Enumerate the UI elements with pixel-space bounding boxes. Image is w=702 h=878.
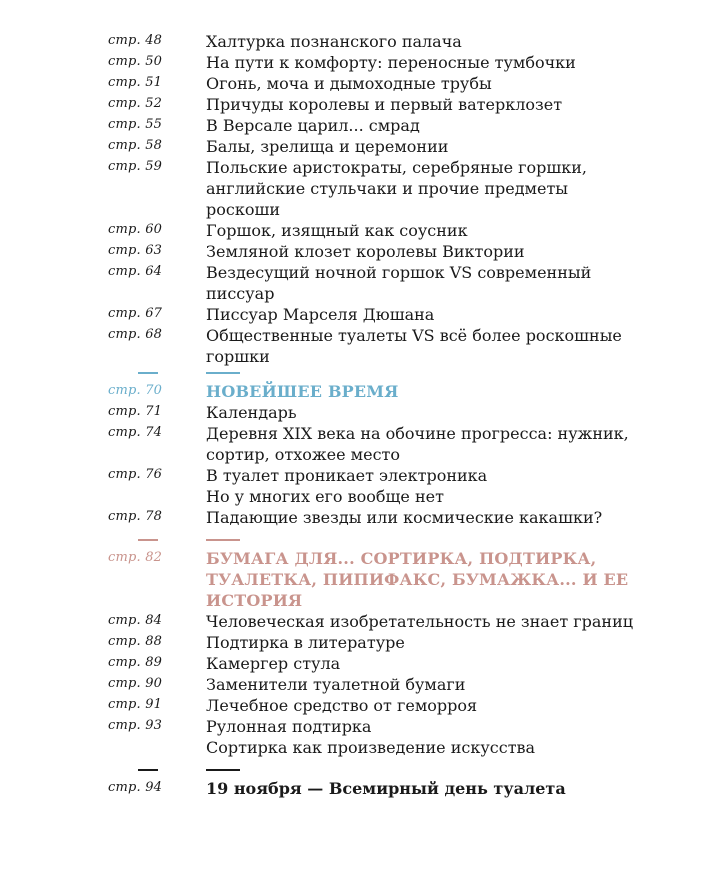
toc-entry (0, 325, 702, 367)
page-number: стр. 51 (108, 75, 163, 90)
page-number: стр. 60 (108, 222, 163, 237)
entry-title: Но у многих его вообще нет (206, 487, 444, 506)
entry-title: Рулонная подтирка (206, 717, 372, 736)
entry-title: Польские аристократы, серебряные горшки, английские стульчаки и прочие предметы роскоши (206, 158, 588, 219)
entry-title: 19 ноября — Всемирный день туалета (206, 779, 566, 798)
entry-title: Сортирка как произведение искусства (206, 738, 536, 757)
divider-short-left (138, 372, 158, 374)
page-number: стр. 90 (108, 676, 163, 691)
toc-entry (0, 73, 702, 94)
entry-title: Вездесущий ночной горшок VS современный писсуар (206, 263, 592, 303)
entry-title: Горшок, изящный как соусник (206, 221, 468, 240)
page-number: стр. 71 (108, 404, 163, 419)
toc-entry (0, 716, 702, 737)
entry-title: Халтурка познанского палача (206, 32, 462, 51)
page-number: стр. 74 (108, 425, 163, 440)
toc-entry (0, 465, 702, 486)
section-heading-paper (0, 548, 702, 611)
page-number: стр. 76 (108, 467, 163, 482)
toc-entry (0, 695, 702, 716)
entry-title: Камергер стула (206, 654, 341, 673)
page-number: стр. 82 (108, 550, 163, 565)
toc-entry (0, 304, 702, 325)
page-number: стр. 55 (108, 117, 163, 132)
divider-short-left (138, 769, 158, 771)
page-number: стр. 88 (108, 634, 163, 649)
page-number: стр. 84 (108, 613, 163, 628)
entry-title: Человеческая изобретательность не знает границ (206, 612, 634, 631)
page-number: стр. 58 (108, 138, 163, 153)
page-number: стр. 89 (108, 655, 163, 670)
page-number: стр. 70 (108, 383, 163, 398)
page-number: стр. 50 (108, 54, 163, 69)
toc-entry (0, 674, 702, 695)
section-divider-black (0, 764, 702, 778)
toc-block-modern (0, 402, 702, 528)
entry-title: Заменители туалетной бумаги (206, 675, 466, 694)
entry-title: Земляной клозет королевы Виктории (206, 242, 525, 261)
entry-title: Лечебное средство от геморроя (206, 696, 478, 715)
toc-entry (0, 220, 702, 241)
entry-title: Балы, зрелища и церемонии (206, 137, 449, 156)
toc-entry (0, 157, 702, 220)
entry-title: Падающие звезды или космические какашки? (206, 508, 603, 527)
divider-short-right (206, 539, 240, 541)
toc-entry (0, 31, 702, 52)
toc-entry (0, 632, 702, 653)
toc-entry (0, 611, 702, 632)
toc-block-renaissance (0, 31, 702, 367)
page-number: стр. 52 (108, 96, 163, 111)
toc-entry (0, 402, 702, 423)
page-number: стр. 59 (108, 159, 163, 174)
page-number: стр. 93 (108, 718, 163, 733)
entry-title: Огонь, моча и дымоходные трубы (206, 74, 492, 93)
entry-title: Деревня XIX века на обочине прогресса: нужник, сортир, отхожее место (206, 424, 629, 464)
section-heading-modern (0, 381, 702, 402)
toc-entry (0, 136, 702, 157)
divider-short-right (206, 372, 240, 374)
entry-title: На пути к комфорту: переносные тумбочки (206, 53, 576, 72)
divider-short-right (206, 769, 240, 771)
entry-title: Общественные туалеты VS всё более роскошные горшки (206, 326, 622, 366)
page-number: стр. 91 (108, 697, 163, 712)
table-of-contents (0, 31, 702, 799)
toc-entry (0, 94, 702, 115)
entry-title: Подтирка в литературе (206, 633, 405, 652)
page-number: стр. 64 (108, 264, 163, 279)
toc-entry (0, 241, 702, 262)
toc-entry (0, 423, 702, 465)
section-title: НОВЕЙШЕЕ ВРЕМЯ (206, 382, 399, 401)
entry-title: В Версале царил... смрад (206, 116, 420, 135)
section-title: БУМАГА ДЛЯ... СОРТИРКА, ПОДТИРКА, ТУАЛЕТКА, ПИПИФАКС, БУМАЖКА... И ЕЕ ИСТОРИЯ (206, 549, 629, 610)
page-number: стр. 48 (108, 33, 163, 48)
section-divider-rose (0, 534, 702, 548)
section-divider-blue (0, 367, 702, 381)
toc-entry-final (0, 778, 702, 799)
page-number: стр. 94 (108, 780, 163, 795)
entry-title: Календарь (206, 403, 297, 422)
toc-entry (0, 486, 702, 507)
page-number: стр. 63 (108, 243, 163, 258)
toc-block-paper (0, 611, 702, 758)
page-number: стр. 67 (108, 306, 163, 321)
entry-title: В туалет проникает электроника (206, 466, 488, 485)
toc-entry (0, 262, 702, 304)
toc-entry (0, 653, 702, 674)
toc-entry (0, 115, 702, 136)
toc-entry (0, 737, 702, 758)
toc-entry (0, 507, 702, 528)
toc-entry (0, 52, 702, 73)
page-number: стр. 68 (108, 327, 163, 342)
divider-short-left (138, 539, 158, 541)
entry-title: Причуды королевы и первый ватерклозет (206, 95, 563, 114)
entry-title: Писсуар Марселя Дюшана (206, 305, 435, 324)
page-number: стр. 78 (108, 509, 163, 524)
